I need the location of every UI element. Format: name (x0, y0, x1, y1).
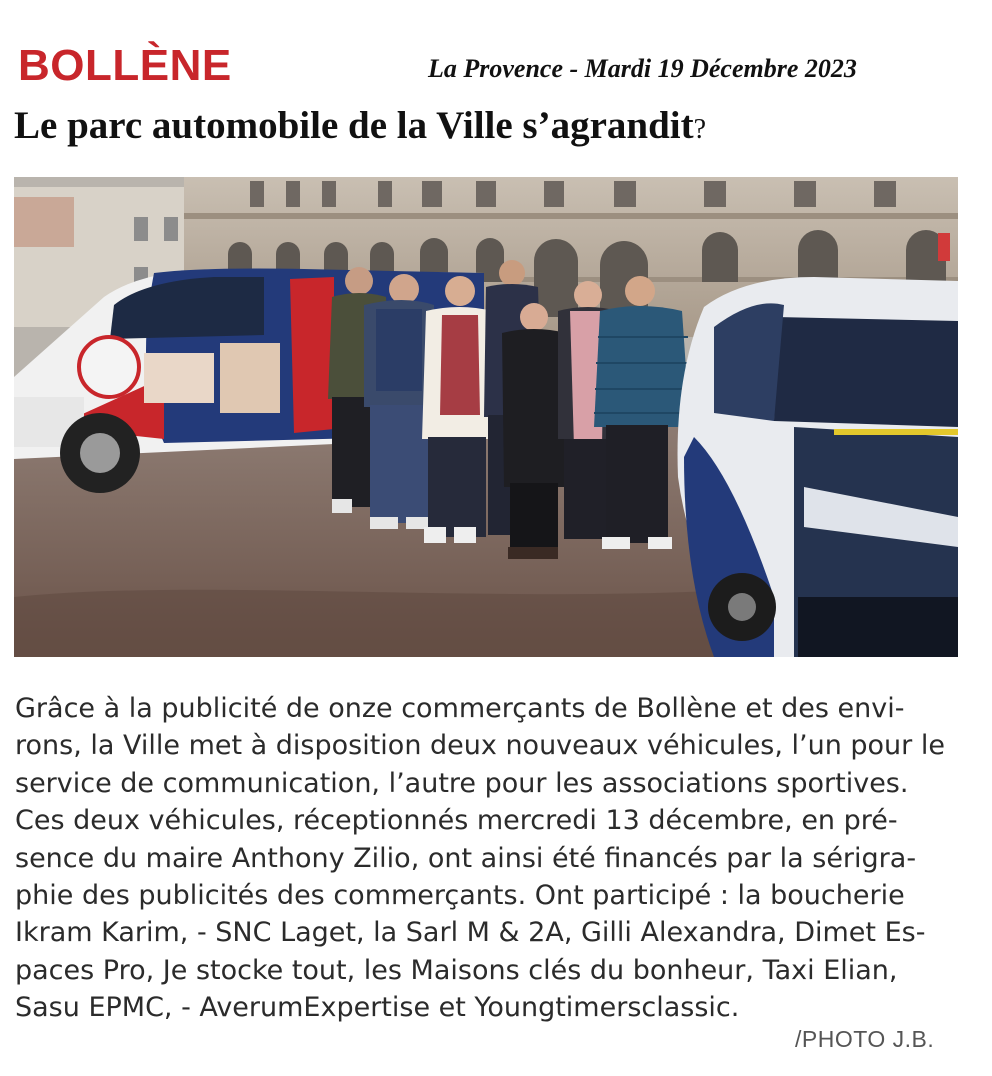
article-line: paces Pro, Je stocke tout, les Maisons clés du bonheur, Taxi Elian, (15, 954, 898, 986)
article-line: sence du maire Anthony Zilio, ont ainsi été financés par la sérigra- (15, 842, 917, 874)
headline (14, 100, 706, 156)
headline-question-mark: ? (693, 114, 707, 145)
group-of-people (328, 260, 690, 559)
article-line: service de communication, l’autre pour les associations sportives. (15, 767, 909, 799)
article-line: Grâce à la publicité de onze commerçants de Bollène et des envi- (15, 693, 905, 724)
headline-text: Le parc automobile de la Ville s’agrandit (14, 104, 694, 147)
newspaper-source-date: La Provence - Mardi 19 Décembre 2023 (428, 54, 857, 83)
article-line: rons, la Ville met à disposition deux nouveaux véhicules, l’un pour le (15, 730, 945, 762)
section-label: BOLLÈNE (18, 41, 232, 90)
article-line: Ces deux véhicules, réceptionnés mercredi 13 décembre, en pré- (15, 805, 898, 837)
article-line: phie des publicités des commerçants. Ont participé : la boucherie (15, 880, 905, 912)
article-line: Ikram Karim, - SNC Laget, la Sarl M & 2A, Gilli Alexandra, Dimet Es- (15, 917, 926, 949)
article-photo (14, 177, 958, 657)
article-line: Sasu EPMC, - AverumExpertise et Youngtimersclassic. (15, 992, 740, 1024)
photo-credit: /PHOTO J.B. (795, 1026, 935, 1052)
article-body (15, 690, 965, 1027)
sports-associations-van (678, 277, 958, 657)
